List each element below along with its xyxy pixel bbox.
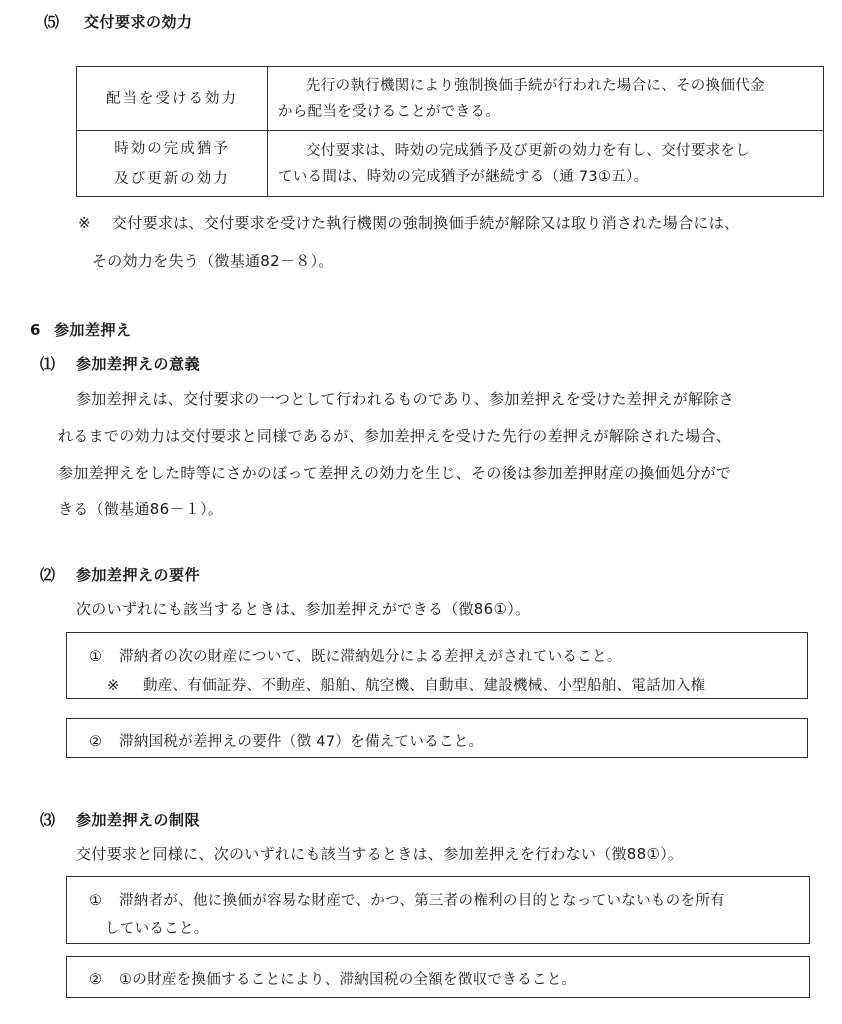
- item-marker: ②: [89, 734, 103, 750]
- paragraph-line: 交付要求と同様に、次のいずれにも該当するときは、参加差押えを行わない（徴88①）。: [76, 845, 684, 863]
- requirement-box: [66, 718, 808, 758]
- section-6-heading: [30, 319, 132, 340]
- asset-list: 動産、有価証券、不動産、船舶、航空機、自動車、建設機械、小型船舶、電話加入権: [143, 678, 706, 694]
- item-marker: ①: [89, 649, 103, 665]
- subsection-2-heading: [40, 564, 200, 585]
- restriction-text: していること。: [105, 921, 209, 937]
- effects-label-cell: [77, 67, 268, 131]
- effects-label: 及び更新の効力: [114, 170, 230, 187]
- restriction-box: [66, 876, 810, 944]
- note-line: その効力を失う（徴基通82－８）。: [92, 252, 334, 270]
- item-marker: ①: [89, 893, 103, 909]
- subsection-1-title: 参加差押えの意義: [76, 355, 201, 373]
- section-6-number: 6: [30, 321, 41, 339]
- section-6-title: 参加差押え: [54, 321, 132, 339]
- restriction-text: ①の財産を換価することにより、滞納国税の全額を徴収できること。: [119, 972, 577, 988]
- item-marker: ②: [89, 972, 103, 988]
- effects-label-cell: [77, 131, 268, 197]
- section-5-number: ⑸: [44, 13, 60, 31]
- note-block: [78, 212, 739, 233]
- subsection-3-title: 参加差押えの制限: [76, 811, 201, 829]
- subsection-1-number: ⑴: [40, 355, 56, 373]
- note-block: [92, 250, 334, 271]
- subsection-3-heading: [40, 809, 200, 830]
- effects-desc-cell: [268, 67, 824, 131]
- requirement-text: 滞納国税が差押えの要件（徴 47）を備えていること。: [119, 734, 484, 750]
- effects-desc-line: 先行の執行機関により強制換価手続が行われた場合に、その換価代金: [306, 77, 765, 94]
- paragraph-line: 参加差押えをした時等にさかのぼって差押えの効力を生じ、その後は参加差押財産の換価処分がで: [58, 464, 732, 482]
- subsection-1-heading: [40, 353, 200, 374]
- effects-row: [77, 67, 824, 131]
- effects-desc-line: ている間は、時効の完成猶予が継続する（通 73①五）。: [278, 168, 649, 185]
- section-5-title: 交付要求の効力: [84, 13, 193, 31]
- note-line: 交付要求は、交付要求を受けた執行機関の強制換価手続が解除又は取り消された場合には、: [112, 214, 740, 232]
- restriction-box: [66, 956, 810, 998]
- effects-desc-line: から配当を受けることができる。: [278, 103, 500, 120]
- requirement-box: [66, 632, 808, 699]
- subsection-2-number: ⑵: [40, 566, 56, 584]
- section-5-heading: [44, 11, 193, 32]
- paragraph-line: きる（徴基通86－１）。: [58, 500, 224, 518]
- note-mark: ※: [78, 214, 91, 232]
- effects-desc-line: 交付要求は、時効の完成猶予及び更新の効力を有し、交付要求をし: [306, 142, 750, 159]
- paragraph-line: れるまでの効力は交付要求と同様であるが、参加差押えを受けた先行の差押えが解除された場合、: [58, 427, 732, 445]
- effects-label: 配当を受ける効力: [106, 90, 238, 107]
- paragraph-line: 参加差押えは、交付要求の一つとして行われるものであり、参加差押えを受けた差押えが解除さ: [76, 390, 734, 408]
- effects-table: [76, 66, 824, 197]
- effects-row: [77, 131, 824, 197]
- paragraph-line: 次のいずれにも該当するときは、参加差押えができる（徴86①）。: [76, 600, 531, 618]
- requirement-text: 滞納者の次の財産について、既に滞納処分による差押えがされていること。: [119, 649, 622, 665]
- restriction-text: 滞納者が、他に換価が容易な財産で、かつ、第三者の権利の目的となっていないものを所有: [119, 893, 725, 909]
- subsection-3-number: ⑶: [40, 811, 56, 829]
- effects-label: 時効の完成猶予: [114, 140, 230, 157]
- subsection-2-title: 参加差押えの要件: [76, 566, 201, 584]
- note-mark: ※: [107, 678, 120, 694]
- effects-desc-cell: [268, 131, 824, 197]
